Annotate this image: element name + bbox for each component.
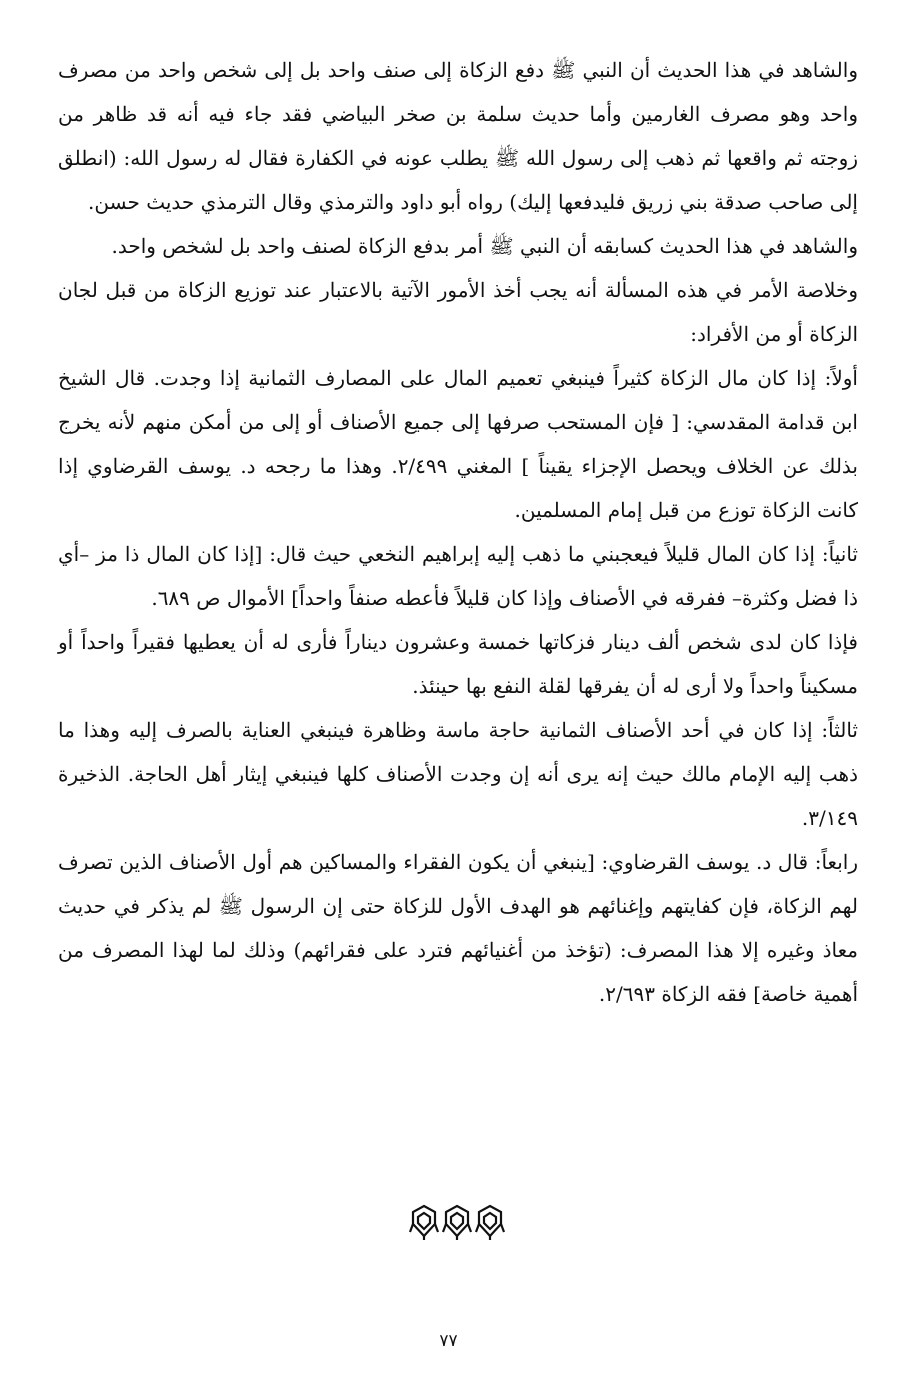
body-text (58, 48, 858, 1016)
paragraph-3: وخلاصة الأمر في هذه المسألة أنه يجب أخذ الأمور الآتية بالاعتبار عند توزيع الزكاة من قبل لجان الزكاة أو من الأفراد: (58, 278, 858, 346)
ornament-motif-left-icon (410, 1206, 438, 1240)
paragraph-6: فإذا كان لدى شخص ألف دينار فزكاتها خمسة وعشرون ديناراً فأرى له أن يعطيها فقيراً واحداً أو مسكيناً واحداً ولا أرى له أن يفرقها لقلة النفع بها حينئذ. (58, 630, 858, 698)
paragraph-8: رابعاً: قال د. يوسف القرضاوي: [ينبغي أن يكون الفقراء والمساكين هم أول الأصناف الذين تصرف لهم الزكاة، فإن كفايتهم وإغنائهم هو الهدف الأول للزكاة حتى إن الرسول ﷺ لم يذكر في حديث معاذ وغيره إلا هذا المصرف: (تؤخذ من أغنيائهم فترد على فقرائهم) وذلك لما لهذا المصرف من أهمية خاصة] فقه الزكاة ٢/٦٩٣. (58, 850, 858, 1006)
page-number: ٧٧ (439, 1331, 458, 1351)
ornament-divider-icon (408, 1202, 506, 1242)
paragraph-7: ثالثاً: إذا كان في أحد الأصناف الثمانية حاجة ماسة وظاهرة فينبغي العناية بالصرف إليه وهذا ما ذهب إليه الإمام مالك حيث إنه يرى أنه إن وجدت الأصناف كلها فينبغي إيثار أهل الحاجة. الذخيرة ٣/١٤٩. (58, 718, 858, 830)
paragraph-1: والشاهد في هذا الحديث أن النبي ﷺ دفع الزكاة إلى صنف واحد بل إلى شخص واحد من مصرف واحد وهو مصرف الغارمين وأما حديث سلمة بن صخر البياضي فقد جاء فيه أنه قد ظاهر من زوجته ثم واقعها ثم ذهب إلى رسول الله ﷺ يطلب عونه في الكفارة فقال له رسول الله: (انطلق إلى صاحب صدقة بني زريق فليدفعها إليك) رواه أبو داود والترمذي وقال الترمذي حديث حسن. (58, 58, 858, 214)
ornament-motif-center-icon (443, 1206, 471, 1240)
ornament-motif-right-icon (476, 1206, 504, 1240)
paragraph-4: أولاً: إذا كان مال الزكاة كثيراً فينبغي تعميم المال على المصارف الثمانية إذا وجدت. قال الشيخ ابن قدامة المقدسي: [ فإن المستحب صرفها إلى جميع الأصناف أو إلى من أمكن منهم لأنه يخرج بذلك عن الخلاف ويحصل الإجزاء يقيناً ] المغني ٢/٤٩٩. وهذا ما رجحه د. يوسف القرضاوي إذا كانت الزكاة توزع من قبل إمام المسلمين. (58, 366, 858, 522)
paragraph-2: والشاهد في هذا الحديث كسابقه أن النبي ﷺ أمر بدفع الزكاة لصنف واحد بل لشخص واحد. (111, 234, 858, 258)
paragraph-5: ثانياً: إذا كان المال قليلاً فيعجبني ما ذهب إليه إبراهيم النخعي حيث قال: [إذا كان المال ذا مز –أي ذا فضل وكثرة– ففرقه في الأصناف وإذا كان قليلاً فأعطه صنفاً واحداً] الأموال ص ٦٨٩. (58, 542, 859, 610)
